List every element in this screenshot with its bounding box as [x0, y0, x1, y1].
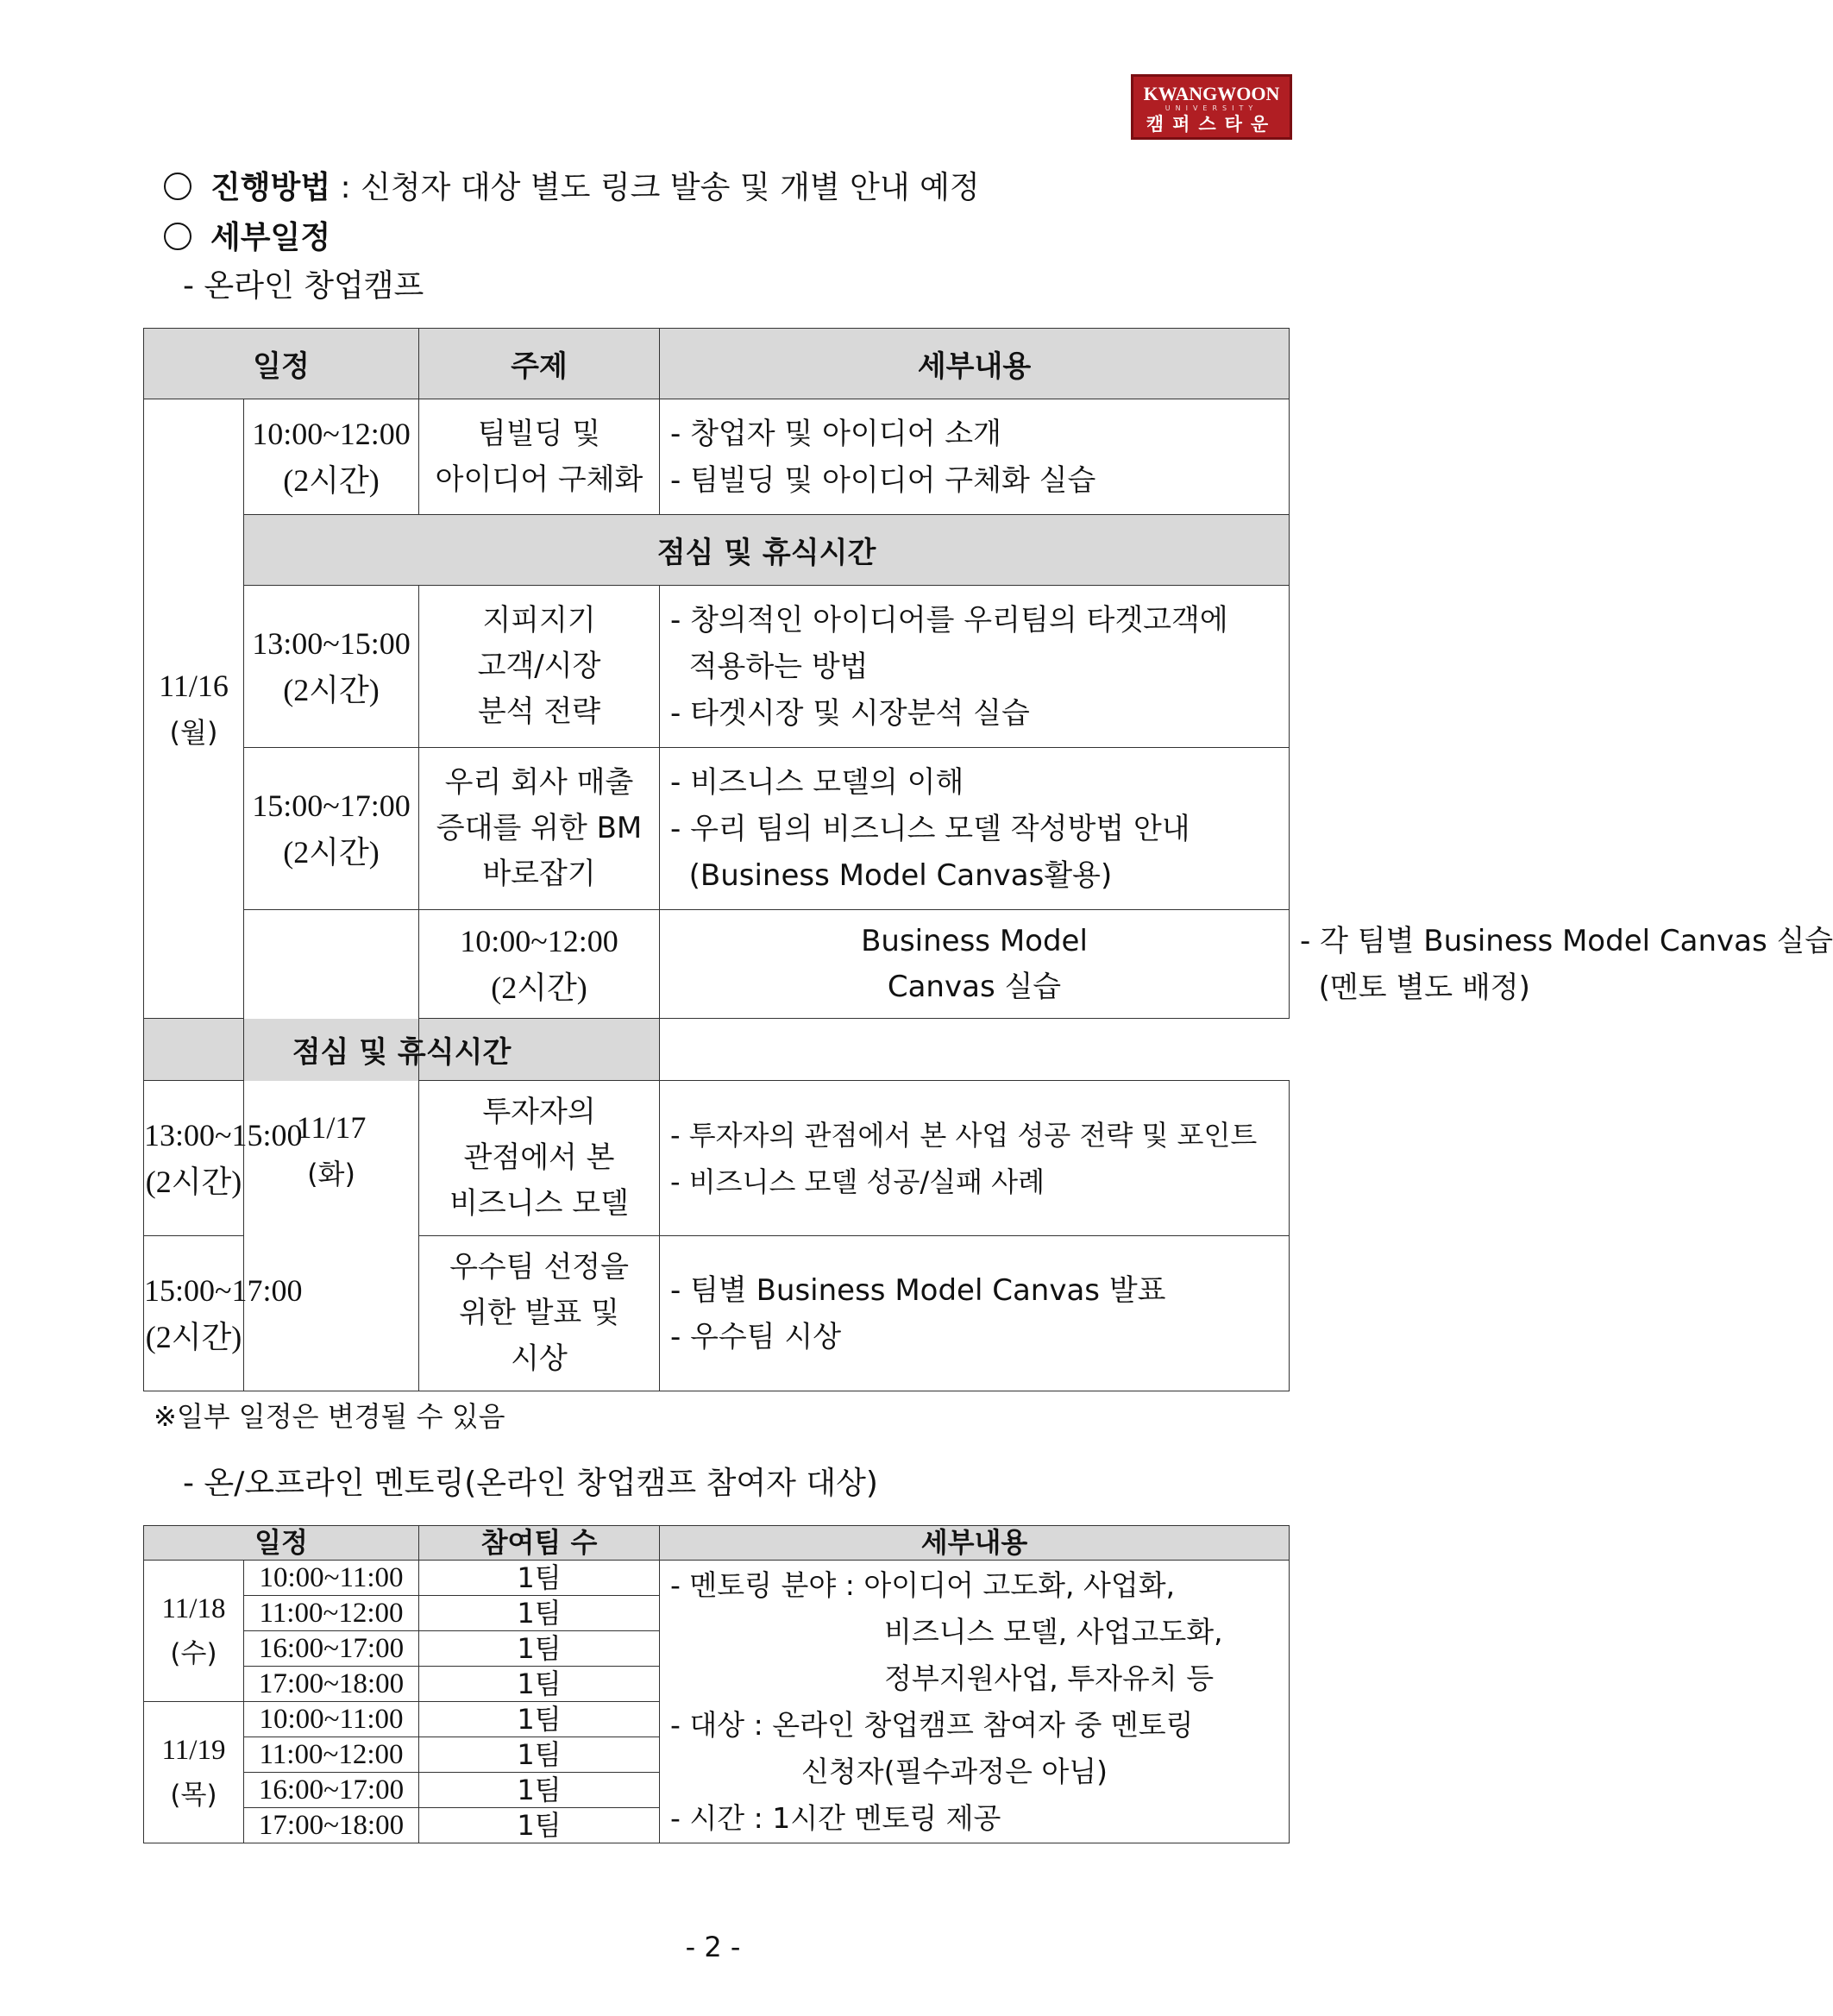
time-cell: 17:00~18:00	[244, 1667, 419, 1702]
topic-line: 투자자의	[482, 1095, 596, 1129]
logo-text-sub: UNIVERSITY	[1164, 104, 1259, 112]
circle-bullet-icon	[164, 223, 191, 250]
time-cell: 10:00~11:00	[244, 1702, 419, 1737]
time-cell	[244, 586, 419, 748]
kwangwoon-logo	[1131, 74, 1292, 140]
time-cell	[244, 748, 419, 910]
day-date: 11/17	[296, 1109, 367, 1145]
time: 13:00~15:00	[252, 625, 411, 661]
schedule-heading-text: 세부일정	[210, 220, 331, 255]
time-cell: 11:00~12:00	[244, 1596, 419, 1631]
topic-line: 팀빌딩 및	[477, 416, 601, 451]
topic-line: 관점에서 본	[463, 1140, 615, 1175]
detail-line: - 멘토링 분야 : 아이디어 고도화, 사업화,	[670, 1567, 1176, 1602]
day-of-week: (목)	[170, 1779, 217, 1811]
topic-line: 위한 발표 및	[459, 1296, 619, 1330]
day-date: 11/16	[159, 668, 229, 703]
table-row	[144, 586, 1290, 748]
camp-schedule-table	[143, 328, 1833, 1391]
teams-cell: 1팀	[419, 1773, 660, 1808]
duration: (2시간)	[145, 1164, 242, 1199]
table-header-row	[144, 1526, 1290, 1561]
detail-line: 적용하는 방법	[670, 649, 869, 684]
time-cell	[144, 1236, 303, 1391]
time-cell: 16:00~17:00	[244, 1631, 419, 1667]
detail-cell	[660, 748, 1290, 910]
time: 15:00~17:00	[252, 788, 411, 823]
teams-cell: 1팀	[419, 1702, 660, 1737]
detail-line: - 비즈니스 모델 성공/실패 사례	[670, 1165, 1045, 1198]
detail-cell	[660, 1236, 1290, 1391]
header-date: 일정	[144, 329, 419, 399]
duration: (2시간)	[283, 672, 380, 707]
header-detail: 세부내용	[660, 329, 1290, 399]
time: 15:00~17:00	[144, 1272, 303, 1308]
detail-cell	[660, 586, 1290, 748]
day-of-week: (월)	[169, 715, 218, 749]
duration: (2시간)	[283, 834, 380, 870]
detail-cell	[660, 399, 1290, 515]
time: 10:00~12:00	[460, 923, 618, 958]
logo-text-campustown: 캠퍼스타운	[1146, 114, 1277, 135]
teams-cell: 1팀	[419, 1737, 660, 1773]
topic-cell	[419, 1081, 660, 1236]
detail-cell	[660, 1081, 1290, 1236]
time-cell	[244, 399, 419, 515]
table-row: 11/17 (화) 10:00~12:00 (2시간) Business Model Canvas 실습 - 각 팀별 Business Model Canvas 실습 (멘토 별도 배정)	[144, 910, 1290, 1019]
detail-line: - 팀빌딩 및 아이디어 구체화 실습	[670, 462, 1096, 498]
topic-cell	[419, 748, 660, 910]
day-date: 11/18	[161, 1592, 226, 1624]
header-teams: 참여팀 수	[419, 1526, 660, 1561]
topic-line: 우수팀 선정을	[449, 1250, 629, 1284]
day-cell-1119	[144, 1702, 244, 1843]
detail-line: - 대상 : 온라인 창업캠프 참여자 중 멘토링	[670, 1707, 1194, 1742]
topic-cell	[660, 910, 1290, 1019]
teams-cell: 1팀	[419, 1561, 660, 1596]
detail-line: - 시간 : 1시간 멘토링 제공	[670, 1800, 1001, 1835]
detail-line: 비즈니스 모델, 사업고도화,	[884, 1614, 1223, 1649]
detail-line: - 우수팀 시상	[670, 1319, 842, 1354]
detail-line: - 우리 팀의 비즈니스 모델 작성방법 안내	[670, 811, 1190, 846]
topic-line: 우리 회사 매출	[444, 765, 634, 800]
detail-line: - 창업자 및 아이디어 소개	[670, 416, 1001, 451]
method-label: 진행방법	[210, 170, 331, 205]
time-cell: 16:00~17:00	[244, 1773, 419, 1808]
day-cell-1116	[144, 399, 244, 1019]
teams-cell: 1팀	[419, 1808, 660, 1843]
detail-line: - 창의적인 아이디어를 우리팀의 타겟고객에	[670, 602, 1228, 637]
method-text: : 신청자 대상 별도 링크 발송 및 개별 안내 예정	[330, 170, 980, 205]
topic-line: 아이디어 구체화	[435, 462, 643, 497]
table-header-row	[144, 329, 1290, 399]
topic-line: 비즈니스 모델	[449, 1186, 629, 1221]
day-of-week: (수)	[170, 1637, 217, 1669]
mentoring-schedule-table	[143, 1525, 1290, 1843]
detail-line: (Business Model Canvas활용)	[670, 857, 1113, 893]
teams-cell: 1팀	[419, 1667, 660, 1702]
page-number: - 2 -	[685, 1931, 741, 1963]
break-row	[144, 1019, 1290, 1081]
table-row	[144, 399, 1290, 515]
time: 10:00~12:00	[252, 416, 411, 451]
header-date: 일정	[144, 1526, 419, 1561]
topic-line: 분석 전략	[477, 694, 601, 729]
detail-line: 신청자(필수과정은 아님)	[801, 1754, 1108, 1788]
table-row	[144, 1561, 1290, 1596]
time-cell: 11:00~12:00	[244, 1737, 419, 1773]
schedule-change-note: ※일부 일정은 변경될 수 있음	[154, 1400, 505, 1433]
mentoring-detail-cell	[660, 1561, 1290, 1843]
duration: (2시간)	[145, 1319, 242, 1354]
method-line	[164, 169, 980, 207]
detail-line: - 타겟시장 및 시장분석 실습	[670, 695, 1030, 731]
break-cell: 점심 및 휴식시간	[144, 1019, 660, 1081]
topic-cell	[419, 586, 660, 748]
break-row	[144, 515, 1290, 586]
schedule-heading	[164, 219, 330, 257]
teams-cell: 1팀	[419, 1596, 660, 1631]
mentor-title: - 온/오프라인 멘토링(온라인 창업캠프 참여자 대상)	[183, 1466, 878, 1501]
header-detail: 세부내용	[660, 1526, 1290, 1561]
header-topic: 주제	[419, 329, 660, 399]
detail-line: - 투자자의 관점에서 본 사업 성공 전략 및 포인트	[670, 1118, 1258, 1152]
topic-line: Canvas 실습	[887, 969, 1062, 1004]
topic-line: 지피지기	[482, 603, 596, 637]
teams-cell: 1팀	[419, 1631, 660, 1667]
duration: (2시간)	[491, 970, 587, 1005]
time-cell	[144, 1081, 303, 1236]
camp-title: - 온라인 창업캠프	[183, 268, 424, 304]
detail-line: 정부지원사업, 투자유치 등	[884, 1661, 1215, 1695]
detail-line: - 비즈니스 모델의 이해	[670, 764, 964, 800]
time-cell: 17:00~18:00	[244, 1808, 419, 1843]
day-date: 11/19	[161, 1734, 226, 1766]
circle-bullet-icon	[164, 173, 191, 200]
break-cell: 점심 및 휴식시간	[244, 515, 1290, 586]
topic-cell	[419, 1236, 660, 1391]
duration: (2시간)	[283, 462, 380, 498]
topic-cell	[419, 399, 660, 515]
topic-line: 증대를 위한 BM	[436, 811, 643, 845]
table-row	[144, 748, 1290, 910]
day-cell-1118	[144, 1561, 244, 1702]
logo-text-main: KWANGWOON	[1143, 83, 1280, 104]
topic-line: 시상	[511, 1341, 568, 1376]
day-of-week: (화)	[307, 1157, 355, 1190]
topic-line: Business Model	[861, 923, 1088, 958]
time: 13:00~15:00	[144, 1117, 303, 1152]
topic-line: 바로잡기	[482, 857, 596, 891]
time-cell: 10:00~11:00	[244, 1561, 419, 1596]
detail-line: - 팀별 Business Model Canvas 발표	[670, 1272, 1166, 1308]
topic-line: 고객/시장	[477, 649, 601, 683]
time-cell	[419, 910, 660, 1019]
